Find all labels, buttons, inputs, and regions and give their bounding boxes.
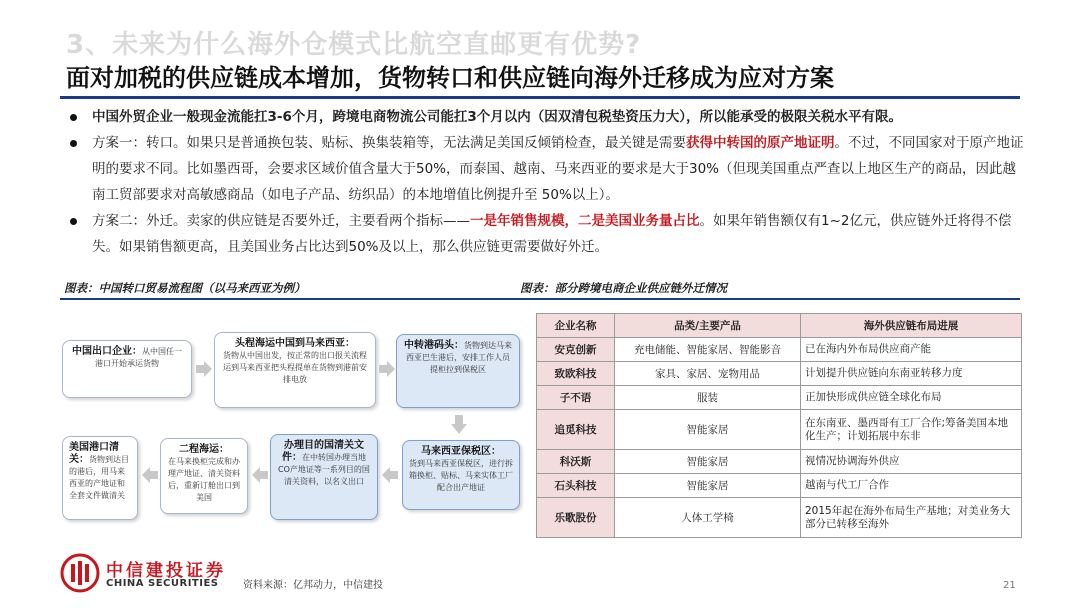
- progress-cell: 正加快形成供应链全球化布局: [801, 386, 1022, 410]
- bullet-text-2-highlight: 获得中转国的原产地证明: [686, 135, 835, 151]
- page-title: 面对加税的供应链成本增加，货物转口和供应链向海外迁移成为应对方案: [66, 64, 834, 92]
- table-header-cell: 品类/主要产品: [615, 314, 801, 338]
- flow-step-text: 从中国任一港口开始承运货物: [95, 347, 182, 368]
- flow-step-second-leg-shipping: [160, 438, 248, 514]
- company-name-cell: 致欧科技: [537, 362, 615, 386]
- company-name-cell: 追觅科技: [537, 410, 615, 450]
- table-row: [537, 498, 1022, 538]
- product-cell: 智能家居: [615, 450, 801, 474]
- progress-cell: 2015年起在海外布局生产基地；对美业务大部分已转移至海外: [801, 498, 1022, 538]
- table-header-cell: 海外供应链布局进展: [801, 314, 1022, 338]
- product-cell: 智能家居: [615, 474, 801, 498]
- bullet-list: [64, 104, 1024, 260]
- bullet-text-2-pre: 方案一：转口。如果只是普通换包装、贴标、换集装箱等，无法满足美国反倾销检查，最关键是需要: [92, 135, 686, 151]
- arrow-left-icon: [140, 466, 160, 484]
- caption-divider: [60, 298, 1020, 300]
- product-cell: 智能家居: [615, 410, 801, 450]
- table-row: [537, 386, 1022, 410]
- flow-step-destination-docs: [270, 434, 378, 520]
- bullet-dot-icon: [70, 218, 77, 225]
- bullet-text-3-post: 。如果年销售额仅有1~2亿元，供应链外迁将得不偿失。如果销售额更高，且美国业务占比达到50%及以上，那么供应链更需要做好外迁。: [92, 213, 1012, 255]
- arrow-right-icon: [377, 360, 397, 378]
- bullet-text-3-highlight: 一是年销售规模，二是美国业务量占比: [470, 213, 700, 229]
- flow-step-title: 中国出口企业：: [72, 346, 142, 357]
- bullet-text-3-pre: 方案二：外迁。卖家的供应链是否要外迁，主要看两个指标——: [92, 213, 470, 229]
- brand-name-cn: 中信建投证券: [106, 561, 226, 581]
- flow-step-title: 马来西亚保税区：: [421, 446, 501, 457]
- table-header-cell: 企业名称: [537, 314, 615, 338]
- page-number: 21: [1003, 580, 1016, 591]
- arrow-down-icon: [450, 414, 468, 436]
- brand-name-en: CHINA SECURITIES: [106, 578, 219, 589]
- product-cell: 人体工学椅: [615, 498, 801, 538]
- flow-step-china-exporter: [62, 340, 192, 398]
- flow-step-first-leg-shipping: [214, 332, 376, 408]
- flow-step-text: 货物到达马来西亚巴生港后，安排工作人员提柜拉到保税区: [406, 341, 512, 374]
- source-note: 资料来源：亿邦动力，中信建投: [243, 580, 383, 591]
- product-cell: 家具、家居、宠物用品: [615, 362, 801, 386]
- progress-cell: 已在海内外布局供应商产能: [801, 338, 1022, 362]
- bullet-item-2: [64, 130, 1024, 208]
- bullet-item-1: [64, 104, 1024, 130]
- flow-step-title: 办理目的国清关文件：: [282, 440, 364, 463]
- flow-step-transit-port: [396, 334, 520, 408]
- company-name-cell: 子不语: [537, 386, 615, 410]
- table-row: [537, 338, 1022, 362]
- section-title: 3、未来为什么海外仓模式比航空直邮更有优势?: [66, 30, 642, 60]
- progress-cell: 计划提升供应链向东南亚转移力度: [801, 362, 1022, 386]
- arrow-right-icon: [194, 360, 214, 378]
- flow-step-title: 头程海运中国到马来西亚：: [235, 338, 355, 349]
- table-caption: 图表：部分跨境电商企业供应链外迁情况: [520, 281, 727, 295]
- flow-step-text: 货物从中国出发，按正常的出口报关流程运到马来西亚把头程提单在货物到港前安排电放: [223, 351, 367, 384]
- bullet-text-2-post: 。不过，不同国家对于原产地证明的要求不同。比如墨西哥，会要求区域价值含量大于50%，而泰国、越南、马来西亚的要求是大于30%（但现美国重点严查以上地区生产的商品，因此越南工贸部要求对高敏感商品（如电子产品、纺织品）的本地增值比例提升至 50%以上）。: [92, 135, 1024, 203]
- flow-step-text: 货物到达目的港后，用马来西亚的产地证和全套文件做清关: [69, 455, 129, 500]
- bullet-item-3: [64, 208, 1024, 260]
- flow-step-title: 二程海运：: [179, 444, 229, 455]
- company-name-cell: 乐歌股份: [537, 498, 615, 538]
- flowchart-caption: 图表：中国转口贸易流程图（以马来西亚为例）: [64, 281, 306, 295]
- flow-step-title: 中转港码头：: [404, 340, 464, 351]
- table-row: [537, 450, 1022, 474]
- flow-step-text: 在马来换柜完成和办理产地证、清关资料后，重新订舱出口到美国: [168, 457, 240, 502]
- arrow-left-icon: [380, 466, 400, 484]
- table-row: [537, 362, 1022, 386]
- flow-step-bonded-zone: [402, 440, 520, 510]
- table-header-row: [537, 314, 1022, 338]
- arrow-left-icon: [250, 466, 270, 484]
- citic-logo-icon: [60, 553, 100, 593]
- bullet-text-1: 中国外贸企业一般现金流能扛3-6个月，跨境电商物流公司能扛3个月以内（因双清包税垫资压力大），所以能承受的极限关税水平有限。: [92, 109, 903, 125]
- supply-chain-table: [536, 313, 1022, 538]
- flow-step-us-customs: [62, 436, 138, 520]
- company-name-cell: 安克创新: [537, 338, 615, 362]
- table-row: [537, 410, 1022, 450]
- product-cell: 服装: [615, 386, 801, 410]
- progress-cell: 在东南亚、墨西哥有工厂合作;筹备美国本地化生产；计划拓展中东非: [801, 410, 1022, 450]
- progress-cell: 视情况协调海外供应: [801, 450, 1022, 474]
- table-row: [537, 474, 1022, 498]
- flow-step-text: 货到马来西亚保税区，进行拆箱换柜、贴标、马来实体工厂配合出产地证: [409, 459, 513, 492]
- bullet-dot-icon: [70, 140, 77, 147]
- company-name-cell: 石头科技: [537, 474, 615, 498]
- product-cell: 充电储能、智能家居、智能影音: [615, 338, 801, 362]
- flow-step-title: 美国港口清关：: [69, 442, 119, 465]
- progress-cell: 越南与代工厂合作: [801, 474, 1022, 498]
- company-name-cell: 科沃斯: [537, 450, 615, 474]
- bullet-dot-icon: [70, 114, 77, 121]
- title-divider: [60, 96, 1020, 99]
- flow-step-text: 在中转国办理当地CO产地证等一系列目的国清关资料，以名义出口: [278, 453, 370, 486]
